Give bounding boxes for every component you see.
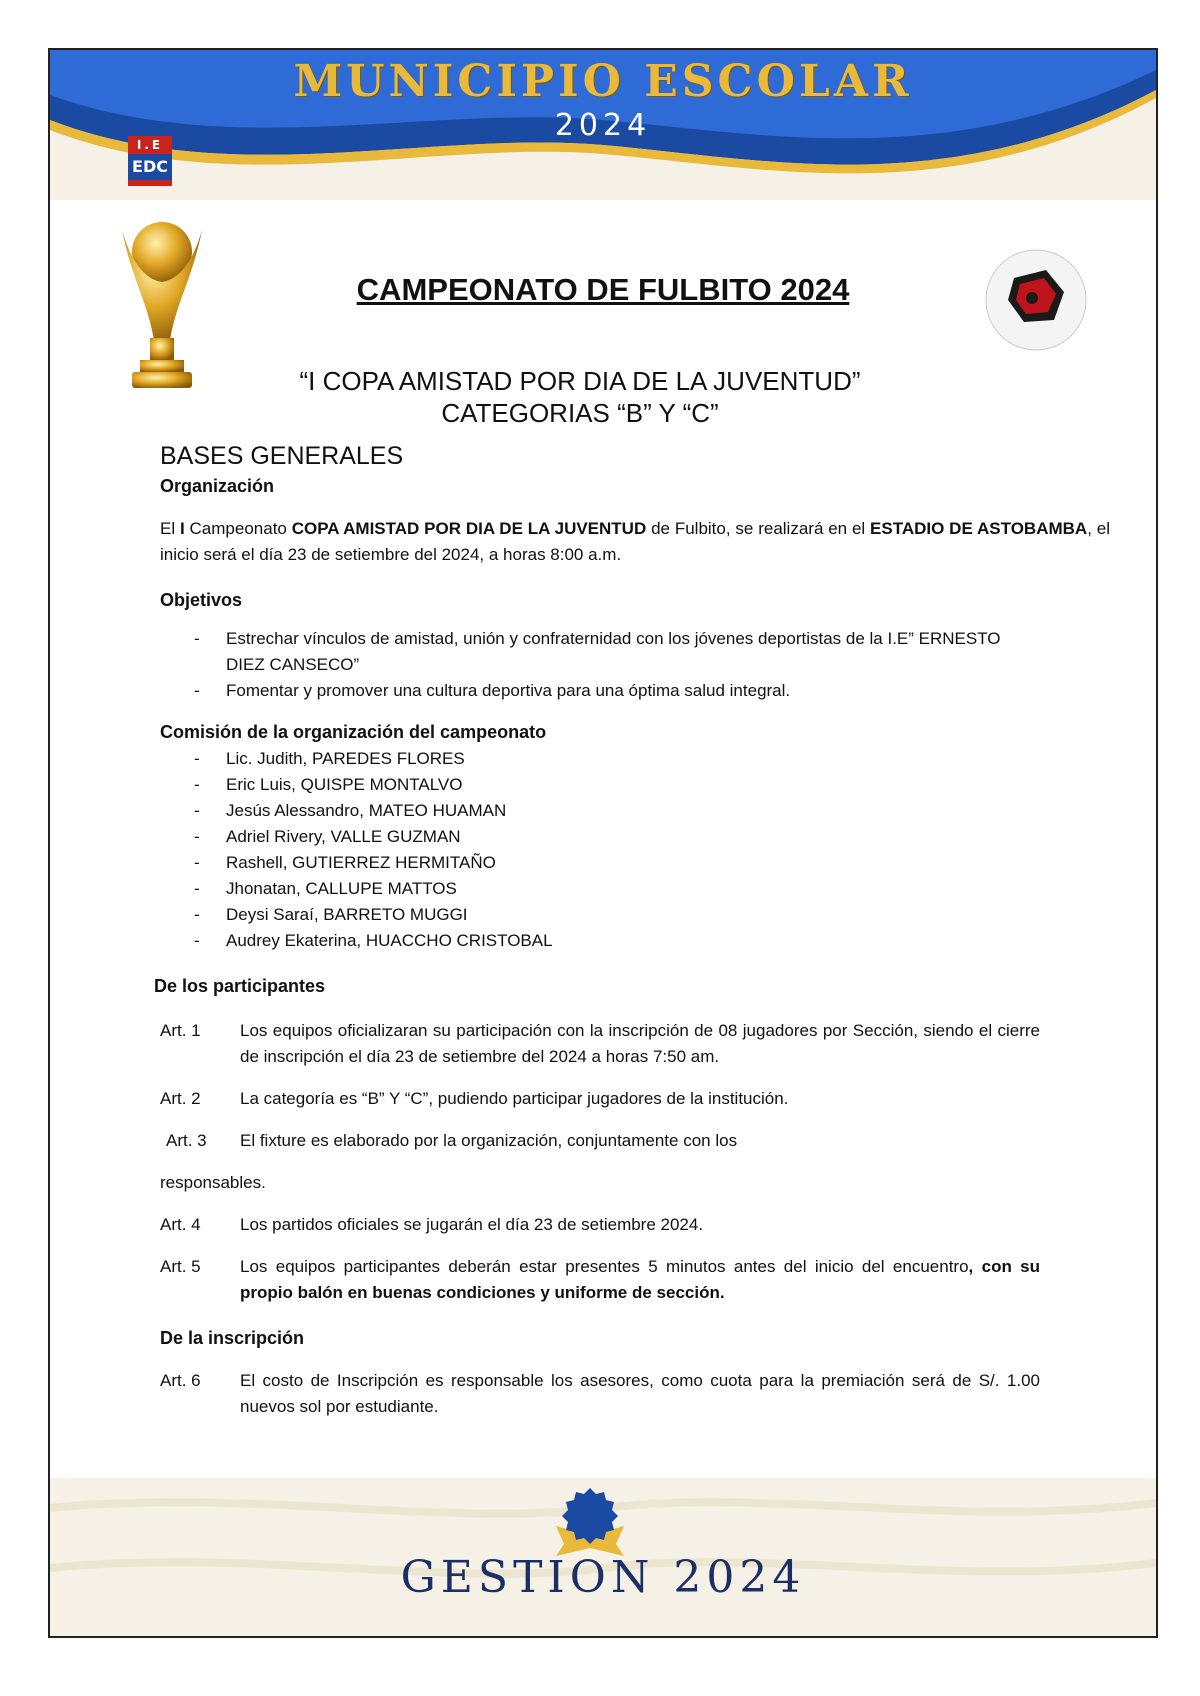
- list-item: - Adriel Rivery, VALLE GUZMAN: [160, 824, 1110, 850]
- article-text: El fixture es elaborado por la organización, conjuntamente con los: [240, 1131, 738, 1150]
- comision-list: [160, 746, 1110, 954]
- article-text: El costo de Inscripción es responsable los asesores, como cuota para la premiación será de S/. 1.00 nuevos sol por estudiante.: [240, 1371, 1040, 1416]
- article-text: Los partidos oficiales se jugarán el día 23 de setiembre 2024.: [240, 1215, 704, 1234]
- list-item: - Estrechar vínculos de amistad, unión y confraternidad con los jóvenes deportistas de la I.E” ERNESTO DIEZ CANSECO”: [160, 626, 1040, 678]
- list-item: - Fomentar y promover una cultura deportiva para una óptima salud integral.: [160, 678, 1040, 704]
- header-banner: [50, 50, 1156, 200]
- article-number: Art. 2: [160, 1089, 201, 1108]
- award-ribbon-icon: [550, 1486, 630, 1558]
- article-6: [160, 1368, 1110, 1420]
- footer-title: GESTION 2024: [400, 1552, 806, 1603]
- article-text: La categoría es “B” Y “C”, pudiendo participar jugadores de la institución.: [240, 1089, 789, 1108]
- article-text: Los equipos oficializaran su participación con la inscripción de 08 jugadores por Sección, siendo el cierre de inscripción el día 23 de setiembre del 2024 a horas 7:50 am.: [240, 1021, 1040, 1066]
- article-number: Art. 5: [160, 1257, 201, 1276]
- section-heading-comision: Comisión de la organización del campeonato: [160, 722, 547, 742]
- logo-mid-text: EDC: [128, 154, 172, 180]
- article-number: Art. 4: [160, 1215, 201, 1234]
- objetivos-list: [160, 626, 1110, 704]
- logo-top-text: I.E: [128, 136, 172, 154]
- section-heading-inscripcion: De la inscripción: [160, 1328, 305, 1348]
- article-4: [160, 1212, 1110, 1238]
- document-body: [154, 440, 1110, 1420]
- bases-heading: BASES GENERALES: [160, 442, 404, 470]
- article-3: [160, 1128, 1110, 1154]
- section-heading-participantes: De los participantes: [154, 976, 326, 996]
- list-item: - Deysi Saraí, BARRETO MUGGI: [160, 902, 1110, 928]
- school-logo: [128, 136, 172, 188]
- list-item: - Lic. Judith, PAREDES FLORES: [160, 746, 1110, 772]
- section-heading-objetivos: Objetivos: [160, 590, 243, 610]
- article-number: Art. 1: [160, 1021, 201, 1040]
- list-item: - Audrey Ekaterina, HUACCHO CRISTOBAL: [160, 928, 1110, 954]
- article-number: Art. 6: [160, 1371, 201, 1390]
- article-1: [160, 1018, 1110, 1070]
- banner-title: MUNICIPIO ESCOLAR: [293, 56, 913, 107]
- article-text: Los equipos participantes deberán estar presentes 5 minutos antes del inicio del encuentro, con su propio balón en buenas condiciones y uniforme de sección.: [240, 1257, 1041, 1302]
- banner-year: 2024: [554, 108, 652, 143]
- article-3-continuation: responsables.: [160, 1173, 266, 1192]
- article-2: [160, 1086, 1110, 1112]
- list-item: - Jhonatan, CALLUPE MATTOS: [160, 876, 1110, 902]
- organizacion-paragraph: El I Campeonato COPA AMISTAD POR DIA DE LA JUVENTUD de Fulbito, se realizará en el ESTADIO DE ASTOBAMBA, el inicio será el día 23 de setiembre del 2024, a horas 8:00 a.m.: [160, 519, 1110, 564]
- subtitle-copa: “I COPA AMISTAD POR DIA DE LA JUVENTUD”: [299, 366, 861, 396]
- document-page: [48, 48, 1158, 1638]
- article-number: Art. 3: [166, 1131, 207, 1150]
- list-item: - Rashell, GUTIERREZ HERMITAÑO: [160, 850, 1110, 876]
- section-heading-organizacion: Organización: [160, 476, 275, 496]
- list-item: - Eric Luis, QUISPE MONTALVO: [160, 772, 1110, 798]
- page-title: CAMPEONATO DE FULBITO 2024: [356, 272, 850, 307]
- article-5: [160, 1254, 1110, 1306]
- subtitle-categorias: CATEGORIAS “B” Y “C”: [441, 398, 719, 428]
- list-item: - Jesús Alessandro, MATEO HUAMAN: [160, 798, 1110, 824]
